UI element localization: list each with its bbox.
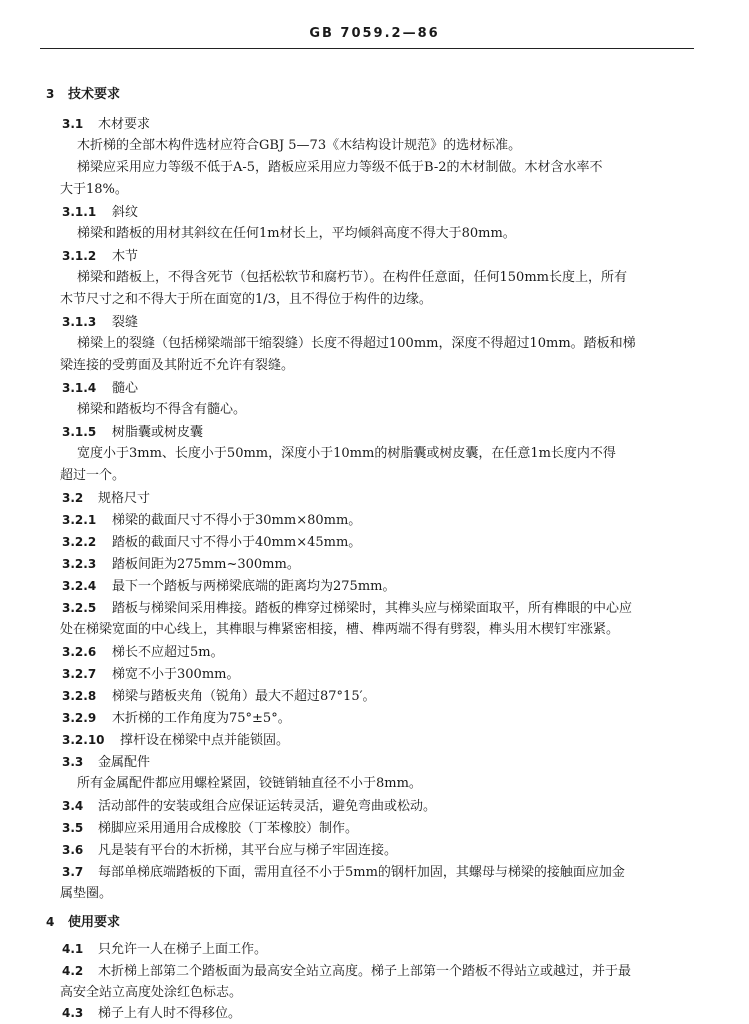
clause-4-2-line-2: 高安全站立高度处涂红色标志。 <box>60 985 243 1000</box>
clause-text: 梯宽不小于300mm。 <box>112 667 240 682</box>
clause-3-1-4-text: 梯梁和踏板均不得含有髓心。 <box>77 402 247 417</box>
clause-3-1-2-line-1: 梯梁和踏板上，不得含死节（包括松软节和腐朽节）。在构件任意面，任何150mm长度上，所有 <box>77 270 627 285</box>
clause-number: 3.6 <box>62 843 84 857</box>
clause-3-2-3 <box>62 555 300 574</box>
clause-3-1-1-heading <box>62 203 138 222</box>
clause-3-1-para-2-line-2: 大于18%。 <box>60 182 128 197</box>
clause-text: 最下一个踏板与两梯梁底端的距离均为275mm。 <box>112 579 396 594</box>
clause-text: 木折梯上部第二个踏板面为最高安全站立高度。梯子上部第一个踏板不得站立或越过，并于最 <box>98 964 632 979</box>
clause-3-1-5-line-1: 宽度小于3mm、长度小于50mm，深度小于10mm的树脂囊或树皮囊，在任意1m长度内不得 <box>77 446 616 461</box>
clause-title: 金属配件 <box>98 755 151 770</box>
clause-3-2-2 <box>62 533 361 552</box>
clause-number: 3.2.1 <box>62 513 97 527</box>
section-number: 3 <box>46 87 55 101</box>
clause-3-1-2-heading <box>62 247 138 266</box>
clause-3-7 <box>62 863 625 882</box>
clause-3-1-para-1: 木折梯的全部木构件选材应符合GBJ 5—73《木结构设计规范》的选材标准。 <box>77 138 522 153</box>
clause-number: 3.1.2 <box>62 249 97 263</box>
clause-3-3-heading <box>62 753 150 772</box>
clause-number: 3.2.8 <box>62 689 97 703</box>
section-number: 4 <box>46 915 55 929</box>
clause-3-1-4-heading <box>62 379 138 398</box>
clause-3-2-5 <box>62 599 632 618</box>
clause-title: 规格尺寸 <box>98 491 151 506</box>
clause-3-2-6 <box>62 643 224 662</box>
clause-number: 3.1.5 <box>62 425 97 439</box>
section-title: 技术要求 <box>68 87 121 102</box>
clause-text: 活动部件的安装或组合应保证运转灵活，避免弯曲或松动。 <box>98 799 437 814</box>
clause-number: 3.2.4 <box>62 579 97 593</box>
clause-3-1-1-text: 梯梁和踏板的用材其斜纹在任何1m材长上，平均倾斜高度不得大于80mm。 <box>77 226 516 241</box>
clause-number: 4.2 <box>62 964 84 978</box>
clause-title: 木节 <box>112 249 139 264</box>
clause-3-2-7 <box>62 665 239 684</box>
clause-text: 梯子上有人时不得移位。 <box>98 1006 242 1021</box>
section-4-heading <box>46 913 120 932</box>
clause-3-1-para-2-line-1: 梯梁应采用应力等级不低于A-5，踏板应采用应力等级不低于B-2的木材制做。木材含水率不 <box>77 160 603 175</box>
clause-number: 3.2.3 <box>62 557 97 571</box>
clause-text: 踏板的截面尺寸不得小于40mm×45mm。 <box>112 535 362 550</box>
clause-text: 凡是装有平台的木折梯，其平台应与梯子牢固连接。 <box>98 843 398 858</box>
clause-3-2-10 <box>62 731 289 750</box>
standard-code: GB 7059.2—86 <box>309 26 440 41</box>
clause-number: 3.1 <box>62 117 84 131</box>
clause-title: 斜纹 <box>112 205 139 220</box>
clause-number: 3.1.1 <box>62 205 97 219</box>
clause-text: 木折梯的工作角度为75°±5°。 <box>112 711 291 726</box>
clause-3-2-9 <box>62 709 291 728</box>
clause-number: 3.5 <box>62 821 84 835</box>
clause-3-2-5-line-2: 处在梯梁宽面的中心线上，其榫眼与榫紧密相接，槽、榫两端不得有劈裂，榫头用木楔钉牢涨紧。 <box>60 622 620 637</box>
clause-text: 梯梁的截面尺寸不得小于30mm×80mm。 <box>112 513 362 528</box>
clause-number: 3.2.2 <box>62 535 97 549</box>
clause-text: 梯脚应采用通用合成橡胶（丁苯橡胶）制作。 <box>98 821 359 836</box>
clause-3-1-2-line-2: 木节尺寸之和不得大于所在面宽的1/3，且不得位于构件的边缘。 <box>60 292 432 307</box>
clause-3-2-4 <box>62 577 395 596</box>
clause-text: 踏板与梯梁间采用榫接。踏板的榫穿过梯梁时，其榫头应与梯梁面取平，所有榫眼的中心应 <box>112 601 633 616</box>
clause-number: 3.2.5 <box>62 601 97 615</box>
clause-text: 撑杆设在梯梁中点并能锁固。 <box>120 733 290 748</box>
clause-number: 3.1.3 <box>62 315 97 329</box>
clause-3-5 <box>62 819 358 838</box>
clause-text: 只允许一人在梯子上面工作。 <box>98 942 268 957</box>
clause-3-3-text: 所有金属配件都应用螺栓紧固，铰链销轴直径不小于8mm。 <box>77 776 422 791</box>
clause-text: 梯长不应超过5m。 <box>112 645 224 660</box>
clause-3-1-5-line-2: 超过一个。 <box>60 468 126 483</box>
clause-4-2 <box>62 962 631 981</box>
clause-number: 3.2.6 <box>62 645 97 659</box>
clause-3-2-1 <box>62 511 361 530</box>
clause-number: 3.1.4 <box>62 381 97 395</box>
clause-number: 4.3 <box>62 1006 84 1020</box>
clause-3-4 <box>62 797 436 816</box>
clause-3-1-heading <box>62 115 150 134</box>
clause-title: 髓心 <box>112 381 139 396</box>
clause-number: 3.7 <box>62 865 84 879</box>
header-rule <box>40 48 694 49</box>
clause-3-7-line-2: 属垫圈。 <box>60 886 113 901</box>
clause-title: 木材要求 <box>98 117 151 132</box>
clause-number: 3.4 <box>62 799 84 813</box>
clause-number: 3.3 <box>62 755 84 769</box>
clause-title: 裂缝 <box>112 315 139 330</box>
clause-4-3 <box>62 1004 241 1023</box>
clause-title: 树脂囊或树皮囊 <box>112 425 204 440</box>
clause-text: 踏板间距为275mm~300mm。 <box>112 557 300 572</box>
section-title: 使用要求 <box>68 915 121 930</box>
clause-text: 每部单梯底端踏板的下面，需用直径不小于5mm的钢杆加固，其螺母与梯梁的接触面应加金 <box>98 865 625 880</box>
clause-3-1-3-line-1: 梯梁上的裂缝（包括梯梁端部干缩裂缝）长度不得超过100mm，深度不得超过10mm。踏板和梯 <box>77 336 636 351</box>
clause-number: 3.2 <box>62 491 84 505</box>
clause-number: 3.2.9 <box>62 711 97 725</box>
clause-3-2-heading <box>62 489 150 508</box>
clause-3-2-8 <box>62 687 376 706</box>
clause-3-1-5-heading <box>62 423 203 442</box>
section-3-heading <box>46 85 120 104</box>
clause-4-1 <box>62 940 267 959</box>
clause-3-6 <box>62 841 397 860</box>
clause-number: 3.2.7 <box>62 667 97 681</box>
clause-3-1-3-line-2: 梁连接的受剪面及其附近不允许有裂缝。 <box>60 358 295 373</box>
clause-3-1-3-heading <box>62 313 138 332</box>
clause-text: 梯梁与踏板夹角（锐角）最大不超过87°15′。 <box>112 689 376 704</box>
clause-number: 4.1 <box>62 942 84 956</box>
clause-number: 3.2.10 <box>62 733 105 747</box>
